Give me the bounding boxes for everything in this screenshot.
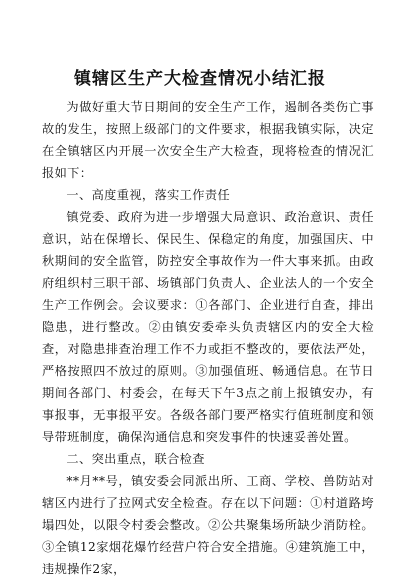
body-paragraph: 镇党委、政府为进一步增强大局意识、政治意识、责任意识，站在保增长、保民生、保稳定的角度，加强国庆、中秋期间的安全监管，防控安全事故作为一件大事来抓。由政府组织村三职干部、场镇部门负责人、企业法人的一个安全生产工作例会。会议要求：①各部门、企业进行自查，排出隐患，进行整改。②由镇安委牵头负责辖区内的安全大检查，对隐患排查治理工作不力或拒不整改的，要依法严处，严格按照四不放过的原则。③加强值班、畅通信息。在节日期间各部门、村委会，在每天下午3点之前上报镇安办，有事报事，无事报平安。各级各部门要严格实行值班制度和领导带班制度，确保沟通信息和突发事件的快速妥善处置。: [42, 210, 374, 444]
section-heading: 一、高度重视，落实工作责任: [66, 188, 231, 202]
section-heading: 二、突出重点，联合检查: [66, 452, 205, 466]
document-body: [42, 96, 374, 580]
document-title: 镇辖区生产大检查情况小结汇报: [74, 69, 326, 89]
intro-paragraph: 为做好重大节日期间的安全生产工作，遏制各类伤亡事故的发生，按照上级部门的文件要求，根据我镇实际，决定在全镇辖区内开展一次安全生产大检查，现将检查的情况汇报如下：: [42, 100, 374, 180]
body-paragraph: **月**号，镇安委会同派出所、工商、学校、兽防站对辖区内进行了拉网式安全检查。存在以下问题：①村道路垮塌四处，以限令村委会整改。②公共聚集场所缺少消防栓。③全镇12家烟花爆竹经营户符合安全措施。④建筑施工中，违规操作2家，: [42, 474, 374, 576]
